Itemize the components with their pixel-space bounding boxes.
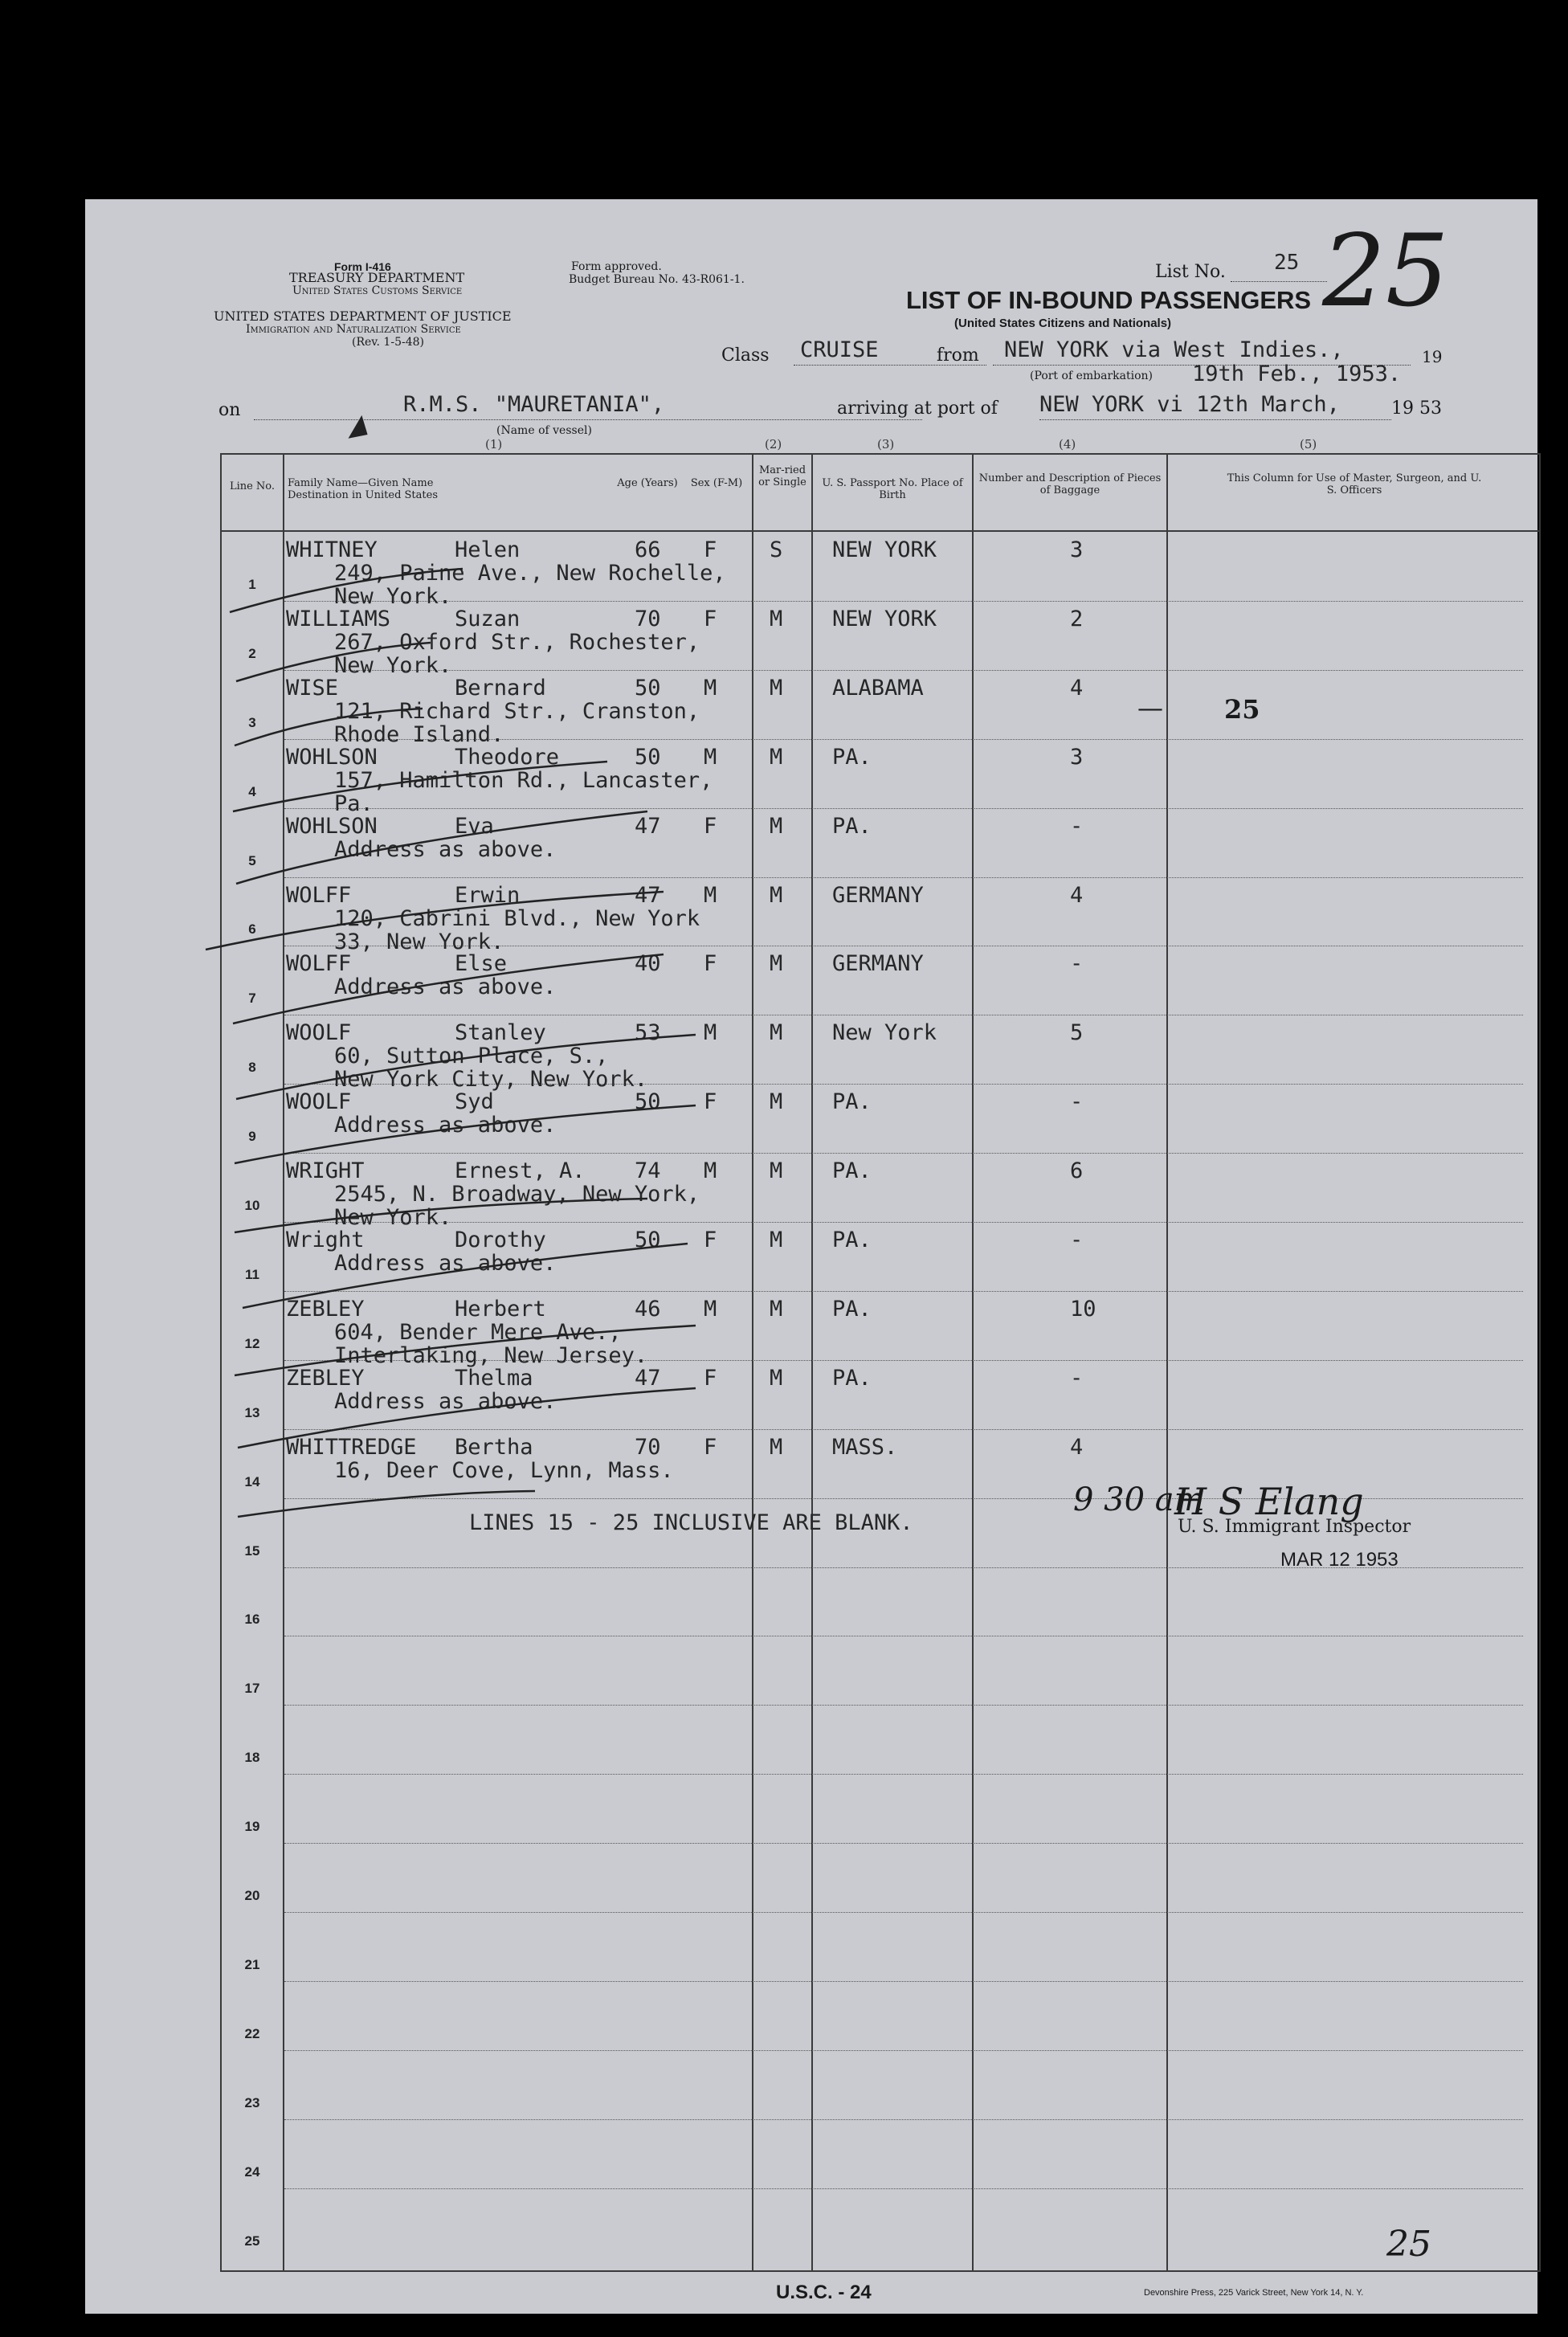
- sex-value: F: [704, 537, 717, 562]
- address-line-1: 121, Richard Str., Cranston,: [334, 698, 700, 724]
- manifest-sheet: [85, 199, 1537, 2314]
- time-annotation: 9 30 am: [1073, 1481, 1205, 1518]
- line-number: 14: [244, 1473, 260, 1489]
- address-line-1: Address as above.: [334, 1113, 557, 1138]
- birthplace: PA.: [832, 813, 872, 839]
- vessel-label: (Name of vessel): [496, 424, 592, 437]
- address-line-1: 120, Cabrini Blvd., New York: [334, 905, 700, 931]
- baggage-count: 3: [1070, 744, 1084, 770]
- check-mark: [233, 951, 664, 1023]
- line-number: 24: [244, 2163, 260, 2180]
- line-number: 4: [248, 783, 256, 799]
- address-line-1: 157, Hamilton Rd., Lancaster,: [334, 767, 713, 793]
- check-mark: [235, 1199, 647, 1232]
- customs-service: United States Customs Service: [292, 284, 463, 297]
- marital-status: M: [770, 1296, 783, 1322]
- sex-value: M: [704, 744, 717, 770]
- address-line-1: 60, Sutton Place, S.,: [334, 1044, 609, 1069]
- line-number: 7: [248, 991, 256, 1007]
- check-mark: [235, 709, 423, 746]
- baggage-count: 5: [1070, 1020, 1084, 1046]
- marital-status: M: [770, 1434, 783, 1460]
- sex-value: F: [704, 1434, 717, 1460]
- address-line-2: New York City, New York.: [334, 1067, 648, 1093]
- marital-status: M: [770, 882, 783, 908]
- marital-status: M: [770, 951, 783, 977]
- line-number: 20: [244, 1888, 260, 1903]
- line-number: 12: [244, 1335, 260, 1351]
- check-mark: [235, 1326, 696, 1375]
- given-name: Bernard: [455, 675, 546, 701]
- line-number: 1: [248, 576, 256, 592]
- header-line-no: Line No.: [229, 480, 276, 492]
- header-baggage: Number and Description of Pieces of Baggage: [978, 472, 1162, 496]
- line-number: 13: [244, 1404, 260, 1420]
- baggage-count: 6: [1070, 1158, 1084, 1184]
- header-married: Mar-ried or Single: [758, 464, 806, 488]
- received-stamp-date: MAR 12 1953: [1280, 1549, 1399, 1571]
- footer-code: U.S.C. - 24: [776, 2282, 872, 2303]
- age-value: 47: [635, 813, 661, 839]
- check-mark: [236, 1035, 696, 1099]
- sex-value: F: [704, 951, 717, 977]
- address-line-2: Pa.: [334, 791, 374, 816]
- address-line-2: New York.: [334, 584, 452, 609]
- col-num-5: (5): [1300, 437, 1317, 451]
- birthplace: PA.: [832, 1296, 872, 1322]
- from-label: from: [937, 345, 979, 366]
- line-number: 10: [244, 1198, 260, 1213]
- check-marks: [85, 199, 1537, 2314]
- address-line-1: Address as above.: [334, 974, 557, 1000]
- address-line-2: New York.: [334, 652, 452, 678]
- embark-date: 19th Feb., 1953.: [1192, 362, 1402, 386]
- address-line-2: New York.: [334, 1205, 452, 1231]
- sex-value: M: [704, 1020, 717, 1046]
- given-name: Helen: [455, 537, 521, 562]
- age-value: 70: [635, 606, 661, 631]
- corner-mark: 25: [1386, 2224, 1431, 2265]
- baggage-count: -: [1070, 1228, 1084, 1252]
- given-name: Stanley: [455, 1020, 546, 1046]
- birthplace: NEW YORK: [832, 606, 937, 631]
- line-number: 2: [248, 645, 256, 661]
- sex-value: M: [704, 675, 717, 701]
- line-number: 8: [248, 1060, 256, 1076]
- birthplace: PA.: [832, 1158, 872, 1184]
- family-name: Wright: [286, 1228, 365, 1252]
- family-name: WHITTREDGE: [286, 1434, 417, 1460]
- sex-value: F: [704, 1228, 717, 1252]
- header-passport: U. S. Passport No. Place of Birth: [822, 477, 963, 501]
- check-mark: [236, 811, 647, 884]
- list-no-label: List No.: [1155, 262, 1226, 282]
- family-name: WRIGHT: [286, 1158, 365, 1184]
- baggage-count: 2: [1070, 606, 1084, 631]
- line-number: 9: [248, 1129, 256, 1145]
- on-label: on: [218, 400, 241, 420]
- budget-bureau: Budget Bureau No. 43-R061-1.: [569, 273, 745, 286]
- marital-status: M: [770, 1228, 783, 1252]
- col-num-2: (2): [765, 437, 782, 451]
- arriving-value: NEW YORK vi 12th March,: [1039, 392, 1340, 417]
- address-line-1: 267, Oxford Str., Rochester,: [334, 629, 700, 655]
- sex-value: F: [704, 1365, 717, 1391]
- header-sex: Sex (F-M): [690, 477, 743, 489]
- address-line-1: 16, Deer Cove, Lynn, Mass.: [334, 1457, 674, 1483]
- class-label: Class: [721, 345, 770, 366]
- address-line-1: Address as above.: [334, 1388, 557, 1414]
- given-name: Suzan: [455, 606, 521, 631]
- given-name: Bertha: [455, 1434, 533, 1460]
- baggage-count: -: [1070, 1365, 1084, 1391]
- given-name: Eva: [455, 813, 494, 839]
- line-number: 5: [248, 852, 256, 868]
- line-number: 18: [244, 1750, 260, 1766]
- address-line-1: 604, Bender Mere Ave.,: [334, 1319, 622, 1345]
- sex-value: F: [704, 606, 717, 631]
- birthplace: PA.: [832, 744, 872, 770]
- age-value: 50: [635, 1089, 661, 1115]
- sex-value: M: [704, 1296, 717, 1322]
- line-number: 3: [248, 714, 256, 730]
- age-value: 50: [635, 1228, 661, 1252]
- check-mark: [238, 1388, 696, 1448]
- ins-service: Immigration and Naturalization Service: [246, 323, 461, 336]
- sex-value: M: [704, 882, 717, 908]
- blank-lines-note: LINES 15 - 25 INCLUSIVE ARE BLANK.: [469, 1510, 913, 1535]
- age-value: 50: [635, 744, 661, 770]
- check-mark: [238, 1491, 535, 1517]
- given-name: Dorothy: [455, 1228, 546, 1252]
- age-value: 47: [635, 882, 661, 908]
- baggage-count: -: [1070, 813, 1084, 839]
- header-age: Age (Years): [617, 477, 678, 489]
- family-name: WOOLF: [286, 1020, 352, 1046]
- list-number-handwritten: 25: [1322, 214, 1449, 329]
- baggage-count: -: [1070, 951, 1084, 977]
- family-name: WOOLF: [286, 1089, 352, 1115]
- birthplace: NEW YORK: [832, 537, 937, 562]
- list-subtitle: (United States Citizens and Nationals): [954, 317, 1172, 330]
- given-name: Syd: [455, 1089, 494, 1115]
- check-mark: [233, 762, 607, 811]
- address-line-1: Address as above.: [334, 1251, 557, 1276]
- embark-label: (Port of embarkation): [1030, 370, 1153, 382]
- baggage-count: 3: [1070, 537, 1084, 562]
- header-officers: This Column for Use of Master, Surgeon, and U. S. Officers: [1227, 472, 1482, 496]
- check-mark: [235, 1105, 696, 1163]
- family-name: WOLFF: [286, 882, 352, 908]
- age-value: 50: [635, 675, 661, 701]
- family-name: WOHLSON: [286, 744, 378, 770]
- line-number: 22: [244, 2025, 260, 2041]
- inspector-signature: H S Elang: [1174, 1480, 1364, 1523]
- vessel-name: R.M.S. "MAURETANIA",: [403, 392, 665, 417]
- given-name: Else: [455, 951, 508, 977]
- birthplace: PA.: [832, 1089, 872, 1115]
- marital-status: M: [770, 1365, 783, 1391]
- given-name: Ernest, A.: [455, 1158, 586, 1184]
- marital-status: M: [770, 675, 783, 701]
- baggage-count: 10: [1070, 1296, 1096, 1322]
- marital-status: M: [770, 606, 783, 631]
- treasury-dept: TREASURY DEPARTMENT: [289, 270, 465, 285]
- marital-status: M: [770, 1020, 783, 1046]
- address-line-1: 2545, N. Broadway, New York,: [334, 1182, 700, 1207]
- baggage-count: 4: [1070, 1434, 1084, 1460]
- line-number: 17: [244, 1681, 260, 1697]
- age-value: 46: [635, 1296, 661, 1322]
- line-number: 25: [244, 2233, 260, 2249]
- age-value: 70: [635, 1434, 661, 1460]
- marital-status: M: [770, 744, 783, 770]
- check-mark: [243, 1244, 688, 1308]
- check-mark: [236, 643, 431, 681]
- check-mark: [206, 892, 664, 950]
- line-number: 15: [244, 1542, 260, 1559]
- given-name: Herbert: [455, 1296, 546, 1322]
- baggage-count: -: [1070, 1089, 1084, 1115]
- birthplace: ALABAMA: [832, 675, 924, 701]
- family-name: WILLIAMS: [286, 606, 391, 631]
- from-value: NEW YORK via West Indies.,: [1004, 337, 1344, 362]
- check-mark: [230, 569, 463, 612]
- marital-status: M: [770, 1158, 783, 1184]
- address-line-2: Rhode Island.: [334, 721, 504, 747]
- sex-value: M: [704, 1158, 717, 1184]
- address-line-1: 249, Paine Ave., New Rochelle,: [334, 561, 726, 586]
- officer-count: 25: [1224, 694, 1260, 725]
- age-value: 53: [635, 1020, 661, 1046]
- class-value: CRUISE: [800, 337, 879, 362]
- marital-status: S: [770, 537, 783, 562]
- given-name: Erwin: [455, 882, 521, 908]
- officer-dash: —: [1137, 693, 1163, 723]
- birthplace: PA.: [832, 1365, 872, 1391]
- col-num-4: (4): [1059, 437, 1076, 451]
- line-number: 23: [244, 2094, 260, 2110]
- arriving-year: 19 53: [1391, 398, 1442, 419]
- birthplace: New York: [832, 1020, 937, 1046]
- family-name: ZEBLEY: [286, 1296, 365, 1322]
- family-name: WOLFF: [286, 951, 352, 977]
- revision: (Rev. 1-5-48): [352, 336, 424, 349]
- list-number-typed: 25: [1274, 251, 1300, 275]
- baggage-count: 4: [1070, 675, 1084, 701]
- family-name: WOHLSON: [286, 813, 378, 839]
- age-value: 40: [635, 951, 661, 977]
- age-value: 74: [635, 1158, 661, 1184]
- birthplace: PA.: [832, 1228, 872, 1252]
- address-line-1: Address as above.: [334, 836, 557, 862]
- list-title: LIST OF IN-BOUND PASSENGERS: [906, 286, 1312, 314]
- col-num-3: (3): [877, 437, 895, 451]
- arriving-label: arriving at port of: [837, 398, 998, 419]
- address-line-2: Interlaking, New Jersey.: [334, 1342, 648, 1368]
- family-name: WISE: [286, 675, 339, 701]
- arrow-mark: [350, 418, 366, 437]
- birthplace: MASS.: [832, 1434, 898, 1460]
- form-approved: Form approved.: [571, 260, 662, 273]
- family-name: ZEBLEY: [286, 1365, 365, 1391]
- baggage-count: 4: [1070, 882, 1084, 908]
- birthplace: GERMANY: [832, 951, 924, 977]
- inspector-label: U. S. Immigrant Inspector: [1178, 1517, 1411, 1537]
- marital-status: M: [770, 1089, 783, 1115]
- justice-dept: UNITED STATES DEPARTMENT OF JUSTICE: [214, 308, 512, 324]
- given-name: Thelma: [455, 1365, 533, 1391]
- age-value: 47: [635, 1365, 661, 1391]
- line-number: 19: [244, 1819, 260, 1835]
- line-number: 11: [245, 1266, 259, 1282]
- form-number: Form I-416: [334, 260, 391, 273]
- marital-status: M: [770, 813, 783, 839]
- line-number: 21: [244, 1956, 260, 1972]
- age-value: 66: [635, 537, 661, 562]
- printer-imprint: Devonshire Press, 225 Varick Street, New York 14, N. Y.: [1144, 2288, 1364, 2298]
- from-year-prefix: 19: [1422, 347, 1443, 366]
- sex-value: F: [704, 1089, 717, 1115]
- family-name: WHITNEY: [286, 537, 378, 562]
- given-name: Theodore: [455, 744, 560, 770]
- line-number: 16: [244, 1612, 260, 1628]
- line-number: 6: [248, 921, 256, 938]
- birthplace: GERMANY: [832, 882, 924, 908]
- address-line-2: 33, New York.: [334, 929, 504, 954]
- sex-value: F: [704, 813, 717, 839]
- col-num-1: (1): [485, 437, 503, 451]
- header-name: Family Name—Given Name Destination in United States: [288, 477, 438, 501]
